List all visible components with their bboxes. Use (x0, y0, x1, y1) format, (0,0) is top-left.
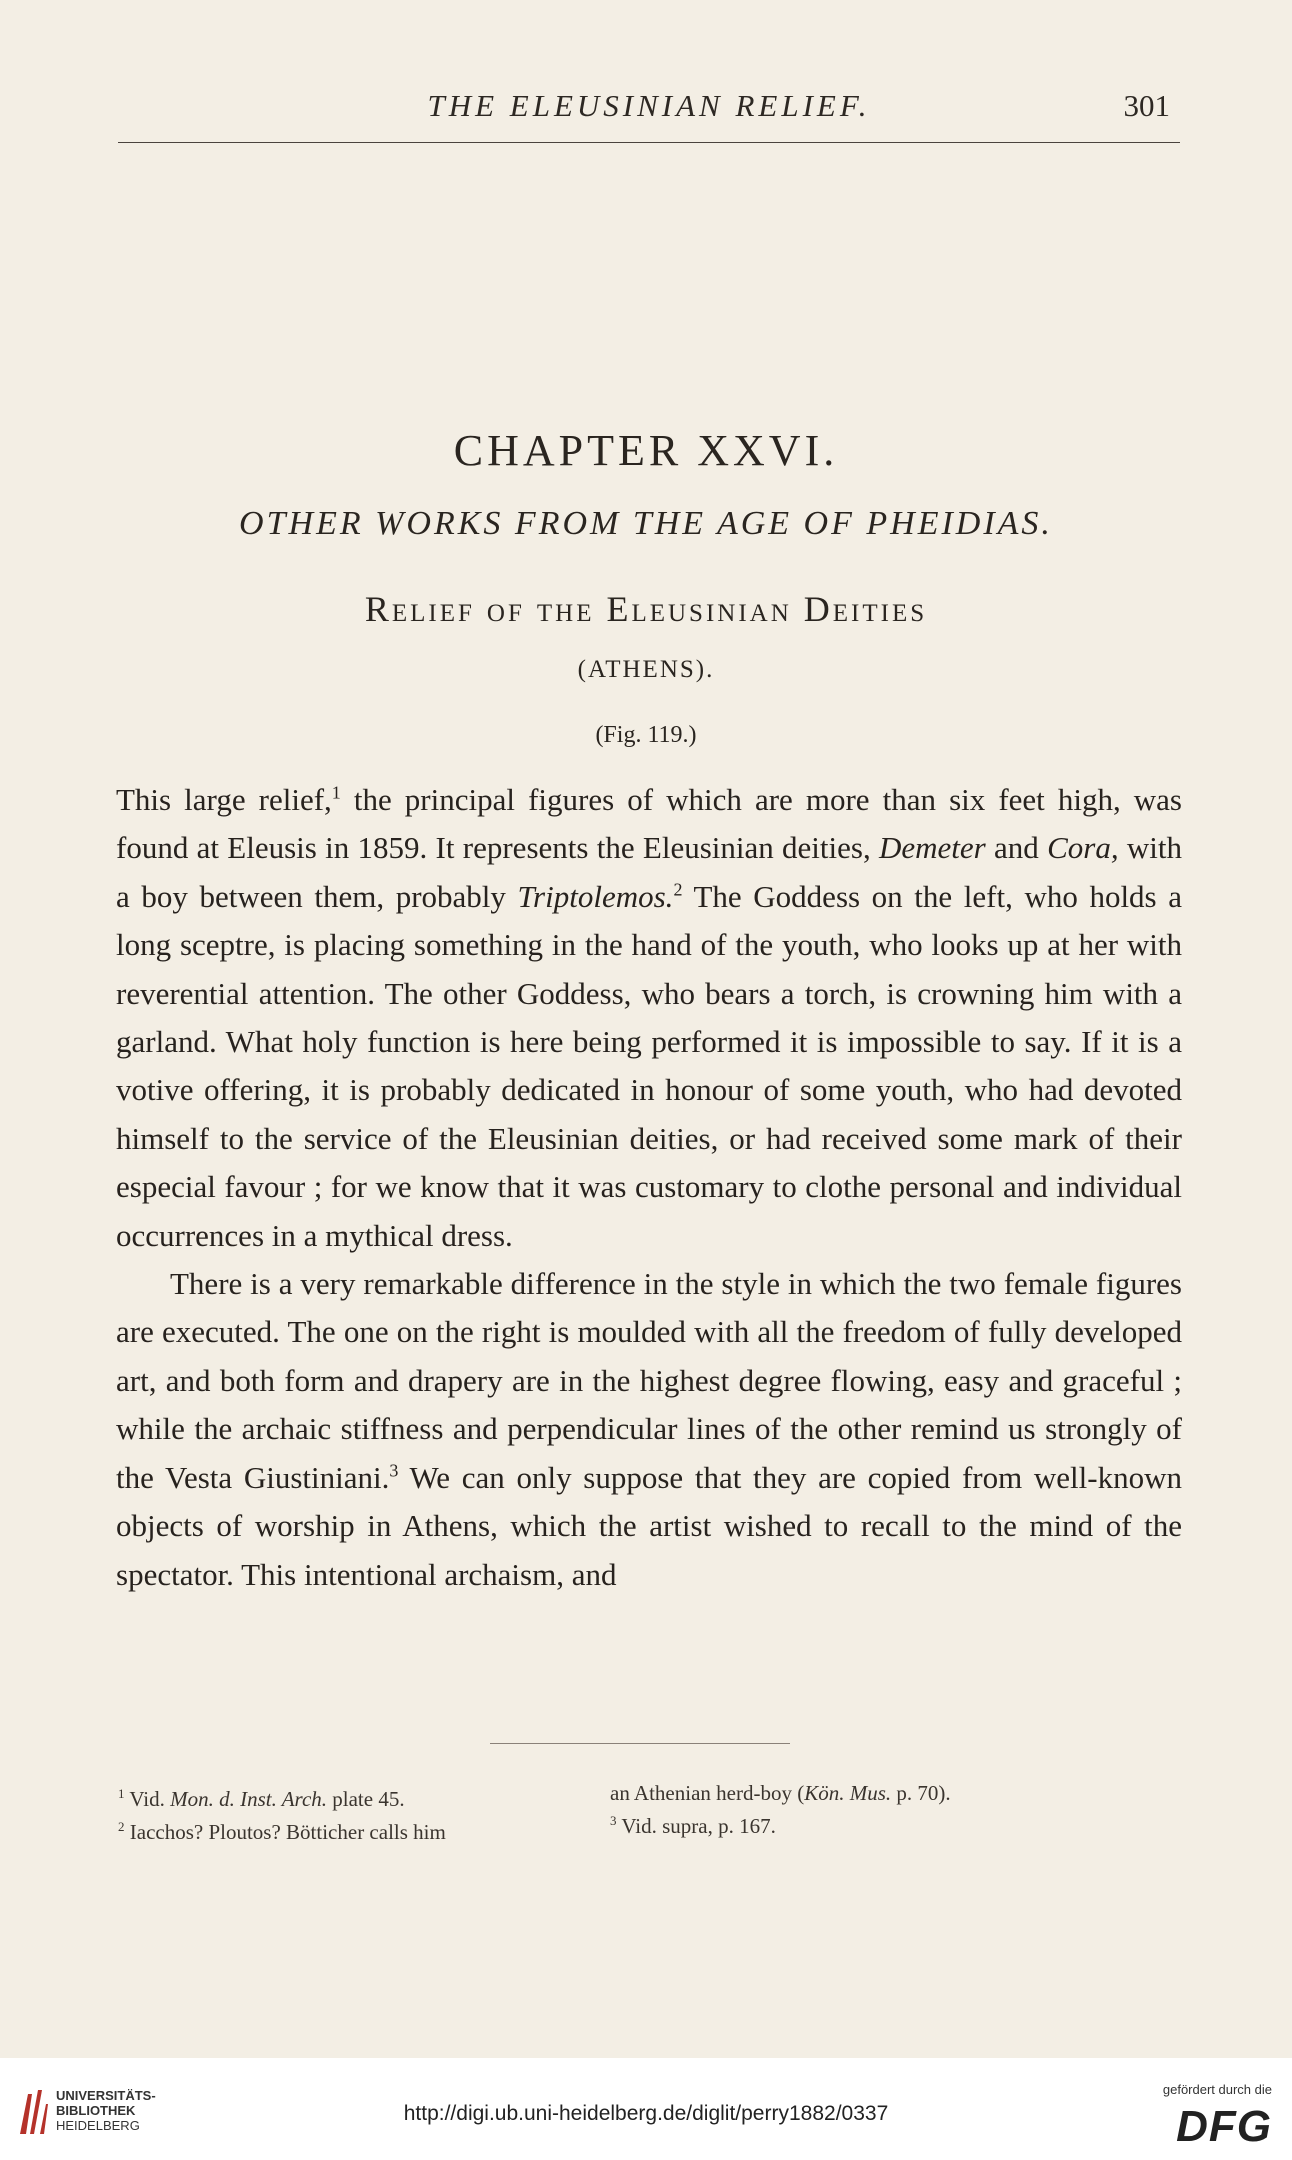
footnote-marker: 1 (118, 1786, 125, 1801)
text-run: The Goddess on the left, who holds a long sceptre, is placing something in the hand of the youth, who looks up at her with reverential attention. The other Goddess, who bears a torch, is crowning him with a garland. What holy function is here being performed it is impossible to say. If it is a votive offering, it is probably dedicated in honour of some youth, who had devoted himself to the service of the Eleusinian deities, or had received some mark of their especial favour ; for we know that it was customary to clothe personal and individual occurrences in a mythical dress. (116, 878, 1182, 1253)
text-run: We can only suppose that they are copied from well-known objects of worship in Athens, which the artist wished to recall to the mind of the spectator. This intentional archaism, and (116, 1459, 1182, 1592)
text-run: There is a very remarkable difference in the style in which the two female figures are executed. The one on the right is moulded with all the freedom of fully developed art, and both form and drapery are in the highest degree flowing, easy and graceful ; while the archaic stiffness and perpendicular lines of the other remind us strongly of the Vesta Giustiniani. (116, 1266, 1182, 1495)
figure-reference: (Fig. 119.) (595, 722, 697, 748)
paragraph (116, 1260, 1182, 1599)
footnote-marker: 3 (610, 1813, 617, 1828)
text-run: p. 70). (891, 1781, 951, 1805)
italic-text: Cora, (1047, 830, 1119, 866)
footnote (610, 1807, 1190, 1840)
text-run: This large relief, (116, 782, 332, 817)
italic-text: Demeter (879, 830, 986, 866)
permalink-url[interactable]: http://digi.ub.uni-heidelberg.de/diglit/perry1882/0337 (403, 2102, 889, 2125)
text-run: the principal figures of which are more than six feet high, was found at Eleusis in 1859. It represents the Eleusinian deities, (116, 782, 1182, 866)
text-run: and (985, 830, 1048, 866)
paragraph (116, 776, 1182, 1260)
italic-text: Triptolemos. (517, 878, 674, 914)
funded-by-label: gefördert durch die (1162, 2082, 1272, 2097)
footnote-rule (490, 1743, 790, 1744)
body-text (116, 776, 1182, 1599)
footnote-marker: 2 (118, 1819, 125, 1834)
footnote-marker: 3 (389, 1460, 399, 1481)
page-number: 301 (1123, 88, 1170, 123)
italic-text: Mon. d. Inst. Arch. (170, 1787, 328, 1811)
text-run: an Athenian herd-boy ( (610, 1781, 805, 1805)
section-title: Relief of the Eleusinian Deities (364, 589, 928, 629)
library-name-line: HEIDELBERG (56, 2118, 140, 2133)
footnote (118, 1780, 598, 1813)
footnote-marker: 2 (673, 879, 683, 900)
text-run: Vid. (124, 1787, 171, 1811)
text-run: plate 45. (327, 1787, 405, 1811)
library-name-line: BIBLIOTHEK (56, 2103, 136, 2118)
header-rule (118, 142, 1180, 143)
text-run: Iacchos? Ploutos? Bötticher calls him (124, 1820, 446, 1844)
footnotes-left-column (118, 1780, 598, 1846)
running-head (118, 88, 1180, 138)
footnote (610, 1780, 1190, 1807)
chapter-heading: CHAPTER XXVI. (453, 426, 839, 475)
footnotes-right-column (610, 1780, 1190, 1840)
italic-text: Kön. Mus. (804, 1781, 892, 1805)
section-location: (ATHENS). (577, 656, 715, 683)
text-run: Vid. supra, p. 167. (616, 1814, 776, 1838)
footnote-marker: 1 (331, 782, 341, 803)
chapter-subtitle: OTHER WORKS FROM THE AGE OF PHEIDIAS. (239, 505, 1053, 542)
running-head-title: THE ELEUSINIAN RELIEF. (427, 88, 871, 123)
library-name-line: UNIVERSITÄTS- (56, 2088, 156, 2103)
dfg-logo: DFG (1176, 2102, 1272, 2151)
text-run: with a boy between them, probably (116, 830, 1182, 914)
footnote (118, 1813, 598, 1846)
